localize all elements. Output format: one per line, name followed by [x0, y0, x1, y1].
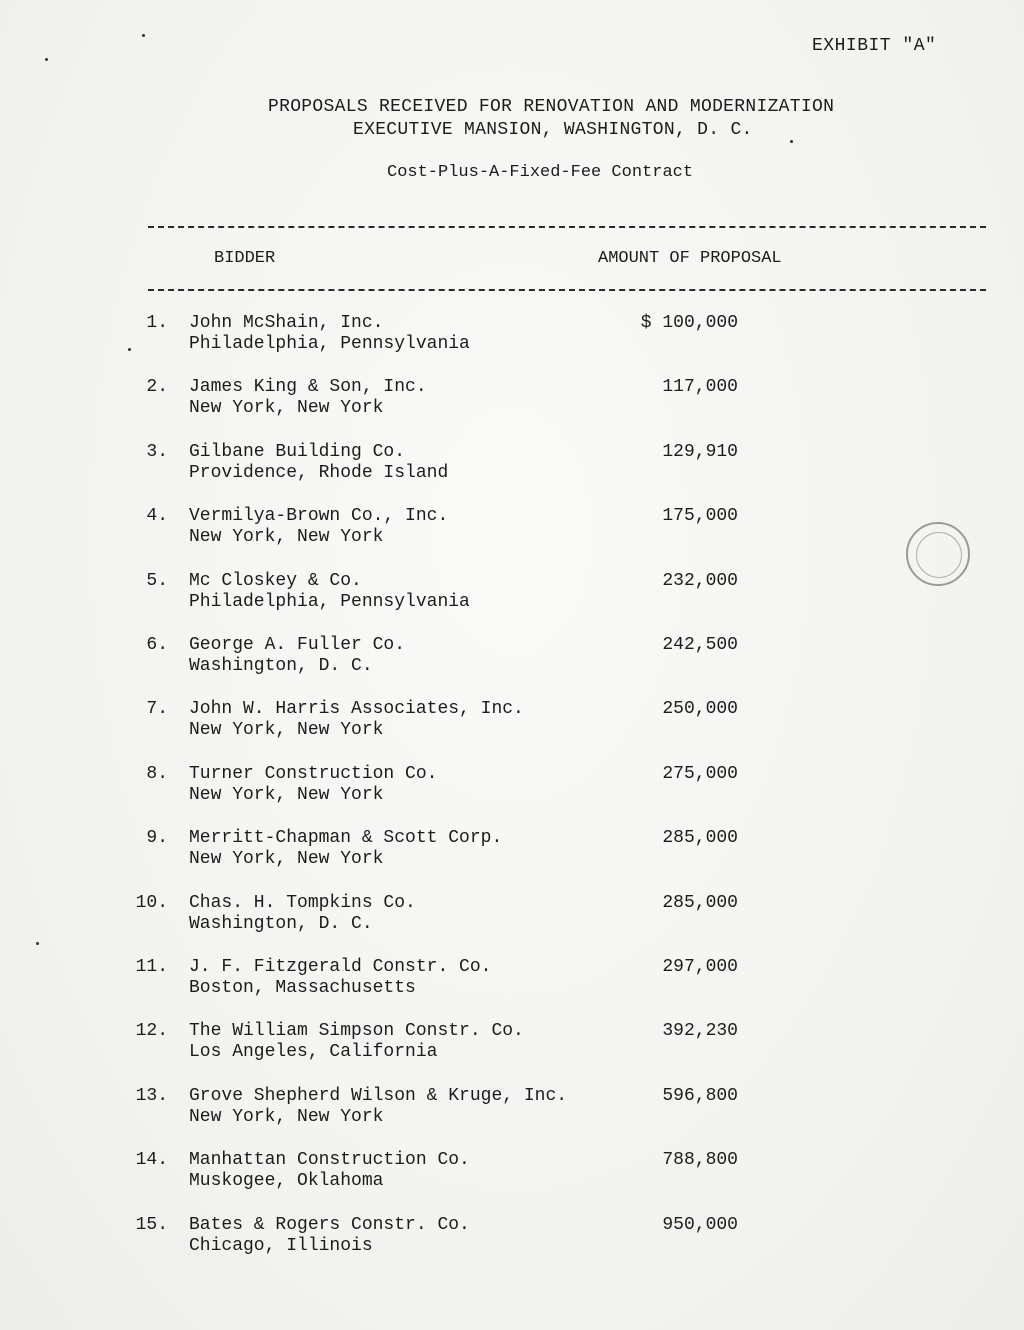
proposal-amount: 788,800 [662, 1150, 738, 1170]
bidder-location: New York, New York [189, 785, 384, 805]
proposal-amount: 392,230 [662, 1021, 738, 1041]
row-number: 1. [146, 313, 168, 333]
bidder-name: John W. Harris Associates, Inc. [189, 699, 524, 719]
bidder-location: Boston, Massachusetts [189, 978, 416, 998]
table-row [0, 506, 1024, 556]
proposal-amount: $ 100,000 [640, 313, 738, 333]
bidder-location: Washington, D. C. [189, 914, 373, 934]
table-row [0, 1086, 1024, 1136]
bidder-name: Grove Shepherd Wilson & Kruge, Inc. [189, 1086, 568, 1106]
table-row [0, 764, 1024, 814]
bidder-location: Muskogee, Oklahoma [189, 1171, 384, 1191]
proposal-amount: 285,000 [662, 893, 738, 913]
bidder-location: New York, New York [189, 1107, 384, 1127]
library-stamp-seal [906, 522, 970, 586]
paper-speck [36, 942, 39, 945]
bidder-location: New York, New York [189, 720, 384, 740]
bidder-location: Washington, D. C. [189, 656, 373, 676]
table-row [0, 957, 1024, 1007]
paper-speck [142, 34, 145, 37]
table-row [0, 893, 1024, 943]
bidder-name: John McShain, Inc. [189, 313, 384, 333]
document-title-line-1: PROPOSALS RECEIVED FOR RENOVATION AND MODERNIZATION [268, 97, 835, 117]
row-number: 2. [146, 377, 168, 397]
paper-speck [790, 140, 793, 143]
proposal-amount: 950,000 [662, 1215, 738, 1235]
proposal-amount: 232,000 [662, 571, 738, 591]
proposal-amount: 250,000 [662, 699, 738, 719]
row-number: 14. [135, 1150, 168, 1170]
bidder-location: Providence, Rhode Island [189, 463, 449, 483]
bidder-location: Chicago, Illinois [189, 1236, 373, 1256]
table-row [0, 699, 1024, 749]
row-number: 12. [135, 1021, 168, 1041]
row-number: 3. [146, 442, 168, 462]
bidder-name: Gilbane Building Co. [189, 442, 406, 462]
column-header-bidder: BIDDER [214, 249, 276, 268]
proposal-amount: 275,000 [662, 764, 738, 784]
paper-speck [128, 348, 131, 351]
stamp-inner-ring [916, 532, 962, 578]
bidder-name: George A. Fuller Co. [189, 635, 406, 655]
column-header-amount: AMOUNT OF PROPOSAL [598, 249, 782, 268]
row-number: 10. [135, 893, 168, 913]
proposal-amount: 175,000 [662, 506, 738, 526]
proposal-amount: 129,910 [662, 442, 738, 462]
table-row [0, 1021, 1024, 1071]
document-title-line-2: EXECUTIVE MANSION, WASHINGTON, D. C. [353, 120, 753, 140]
document-subtitle: Cost-Plus-A-Fixed-Fee Contract [387, 163, 694, 182]
table-row [0, 377, 1024, 427]
table-row [0, 1150, 1024, 1200]
table-row [0, 571, 1024, 621]
row-number: 5. [146, 571, 168, 591]
bidder-location: New York, New York [189, 849, 384, 869]
table-row [0, 1215, 1024, 1265]
proposal-amount: 242,500 [662, 635, 738, 655]
row-number: 4. [146, 506, 168, 526]
row-number: 7. [146, 699, 168, 719]
bidder-name: Turner Construction Co. [189, 764, 438, 784]
bidder-name: Chas. H. Tompkins Co. [189, 893, 416, 913]
bidder-name: Manhattan Construction Co. [189, 1150, 470, 1170]
bidder-name: Mc Closkey & Co. [189, 571, 362, 591]
table-row [0, 635, 1024, 685]
proposal-amount: 596,800 [662, 1086, 738, 1106]
row-number: 6. [146, 635, 168, 655]
bidder-name: Merritt-Chapman & Scott Corp. [189, 828, 503, 848]
bidder-location: New York, New York [189, 398, 384, 418]
bidder-location: Philadelphia, Pennsylvania [189, 334, 470, 354]
bidder-location: Los Angeles, California [189, 1042, 438, 1062]
bidder-location: New York, New York [189, 527, 384, 547]
bidder-name: J. F. Fitzgerald Constr. Co. [189, 957, 492, 977]
row-number: 13. [135, 1086, 168, 1106]
row-number: 15. [135, 1215, 168, 1235]
row-number: 11. [135, 957, 168, 977]
proposal-amount: 297,000 [662, 957, 738, 977]
proposal-amount: 285,000 [662, 828, 738, 848]
bidder-name: Bates & Rogers Constr. Co. [189, 1215, 470, 1235]
row-number: 8. [146, 764, 168, 784]
table-row [0, 442, 1024, 492]
table-row [0, 828, 1024, 878]
paper-speck [45, 58, 48, 61]
bidder-name: Vermilya-Brown Co., Inc. [189, 506, 449, 526]
exhibit-label: EXHIBIT "A" [812, 36, 937, 56]
row-number: 9. [146, 828, 168, 848]
proposal-amount: 117,000 [662, 377, 738, 397]
bidder-location: Philadelphia, Pennsylvania [189, 592, 470, 612]
bidder-name: The William Simpson Constr. Co. [189, 1021, 524, 1041]
bidder-name: James King & Son, Inc. [189, 377, 427, 397]
table-row [0, 313, 1024, 363]
